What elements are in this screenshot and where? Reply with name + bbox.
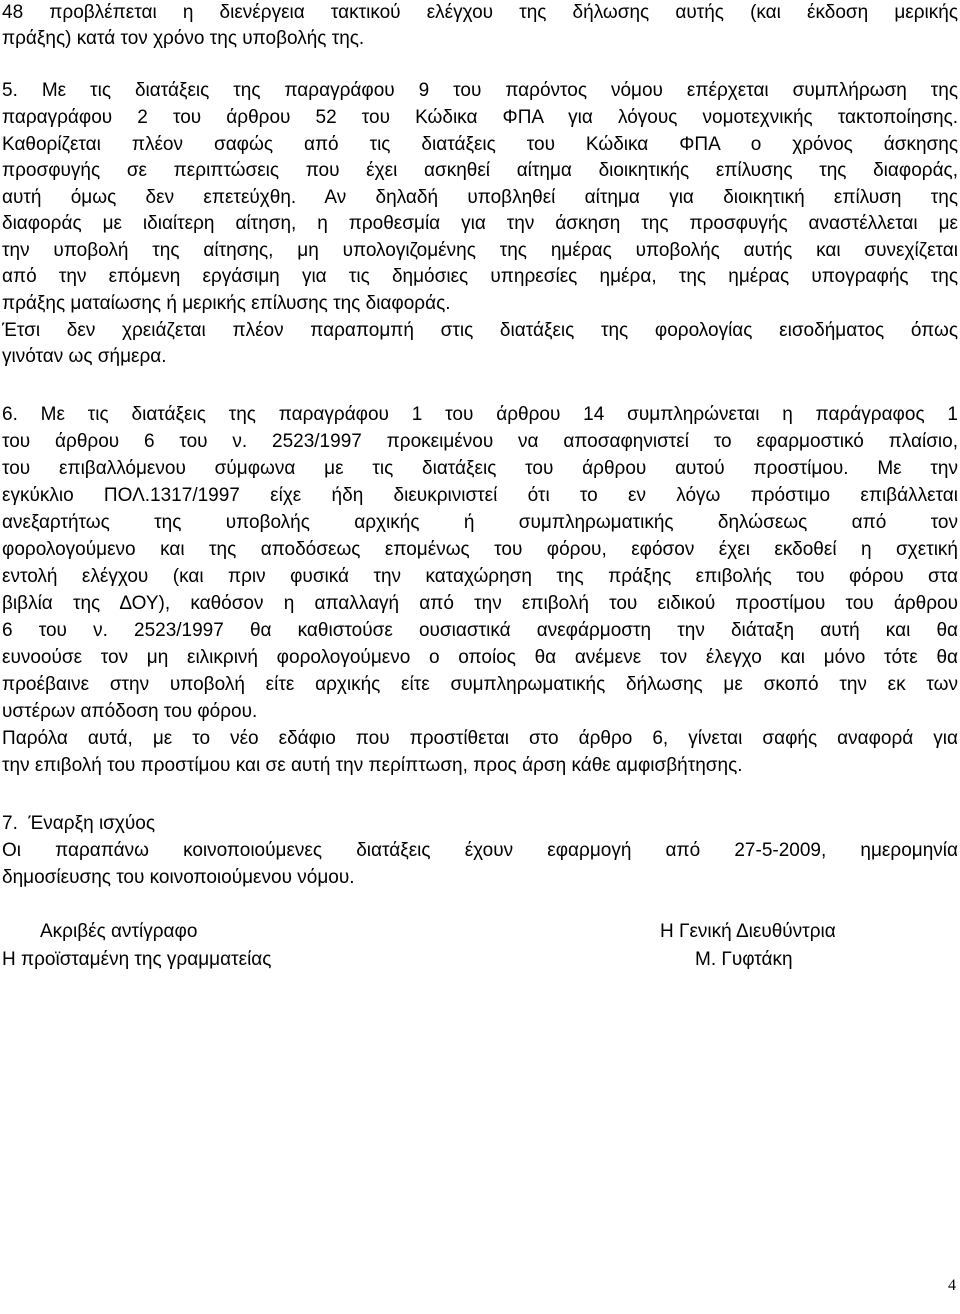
secretariat-head-label: Η προϊσταμένη της γραμματείας <box>2 949 272 970</box>
general-director-title: Η Γενική Διευθύντρια <box>660 921 836 942</box>
text-line: πράξης) κατά τον χρόνο της υποβολής της. <box>2 28 365 49</box>
text-line: βιβλία της ΔΟΥ), καθόσον η απαλλαγή από την επιβολή του ειδικού προστίμου του άρθρου <box>2 593 958 614</box>
general-director-name: Μ. Γυφτάκη <box>695 949 793 970</box>
text-line: δημοσίευσης του κοινοποιούμενου νόμου. <box>2 867 355 888</box>
text-line: Έτσι δεν χρειάζεται πλέον παραπομπή στις διατάξεις της φορολογίας εισοδήματος όπως <box>2 320 958 341</box>
text-line: 6. Με τις διατάξεις της παραγράφου 1 του άρθρου 14 συμπληρώνεται η παράγραφος 1 <box>2 404 958 425</box>
text-line: γινόταν ως σήμερα. <box>2 346 167 367</box>
text-line: 5. Με τις διατάξεις της παραγράφου 9 του παρόντος νόμου επέρχεται συμπλήρωση της <box>2 80 958 101</box>
text-line: υστέρων απόδοση του φόρου. <box>2 701 258 722</box>
text-line: παραγράφου 2 του άρθρου 52 του Κώδικα ΦΠΑ για λόγους νομοτεχνικής τακτοποίησης. <box>2 107 958 128</box>
section-heading: 7. Έναρξη ισχύος <box>2 813 155 834</box>
text-line: Οι παραπάνω κοινοποιούμενες διατάξεις έχουν εφαρμογή από 27-5-2009, ημερομηνία <box>2 840 958 861</box>
text-line: εγκύκλιο ΠΟΛ.1317/1997 είχε ήδη διευκρινιστεί ότι το εν λόγω πρόστιμο επιβάλλεται <box>2 485 958 506</box>
certified-copy-label: Ακριβές αντίγραφο <box>40 921 198 942</box>
text-line: του άρθρου 6 του ν. 2523/1997 προκειμένου να αποσαφηνιστεί το εφαρμοστικό πλαίσιο, <box>2 431 958 452</box>
text-line: 48 προβλέπεται η διενέργεια τακτικού ελέγχου της δήλωσης αυτής (και έκδοση μερικής <box>2 2 958 23</box>
text-line: από την επόμενη εργάσιμη για τις δημόσιες υπηρεσίες ημέρα, της ημέρας υπογραφής της <box>2 266 958 287</box>
text-line: του επιβαλλόμενου σύμφωνα με τις διατάξεις του άρθρου αυτού προστίμου. Με την <box>2 458 958 479</box>
text-line: αυτή όμως δεν επετεύχθη. Αν δηλαδή υποβληθεί αίτημα για διοικητική επίλυση της <box>2 187 958 208</box>
text-line: διαφοράς με ιδιαίτερη αίτηση, η προθεσμία για την άσκηση της προσφυγής αναστέλλεται με <box>2 213 958 234</box>
text-line: φορολογούμενο και της αποδόσεως επομένως του φόρου, εφόσον έχει εκδοθεί η σχετική <box>2 539 958 560</box>
text-line: 6 του ν. 2523/1997 θα καθιστούσε ουσιαστικά ανεφάρμοστη την διάταξη αυτή και θα <box>2 620 958 641</box>
text-line: πράξης ματαίωσης ή μερικής επίλυσης της διαφοράς. <box>2 293 451 314</box>
text-line: προσφυγής σε περιπτώσεις που έχει ασκηθεί αίτημα διοικητικής επίλυσης της διαφοράς, <box>2 160 958 181</box>
text-line: Παρόλα αυτά, με το νέο εδάφιο που προστίθεται στο άρθρο 6, γίνεται σαφής αναφορά για <box>2 728 958 749</box>
text-line: προέβαινε στην υποβολή είτε αρχικής είτε συμπληρωματικής δήλωσης με σκοπό την εκ των <box>2 674 958 695</box>
text-line: την υποβολή της αίτησης, μη υπολογιζομένης της ημέρας υποβολής αυτής και συνεχίζεται <box>2 240 958 261</box>
text-line: ευνοούσε τον μη ειλικρινή φορολογούμενο ο οποίος θα ανέμενε τον έλεγχο και μόνο τότε θα <box>2 647 958 668</box>
page-number: 4 <box>948 1277 956 1294</box>
text-line: την επιβολή του προστίμου και σε αυτή την περίπτωση, προς άρση κάθε αμφισβήτησης. <box>2 755 743 776</box>
text-line: ανεξαρτήτως της υποβολής αρχικής ή συμπληρωματικής δηλώσεως από τον <box>2 512 958 533</box>
text-line: Καθορίζεται πλέον σαφώς από τις διατάξεις του Κώδικα ΦΠΑ ο χρόνος άσκησης <box>2 134 958 155</box>
text-line: εντολή ελέγχου (και πριν φυσικά την καταχώρηση της πράξης επιβολής του φόρου στα <box>2 566 958 587</box>
